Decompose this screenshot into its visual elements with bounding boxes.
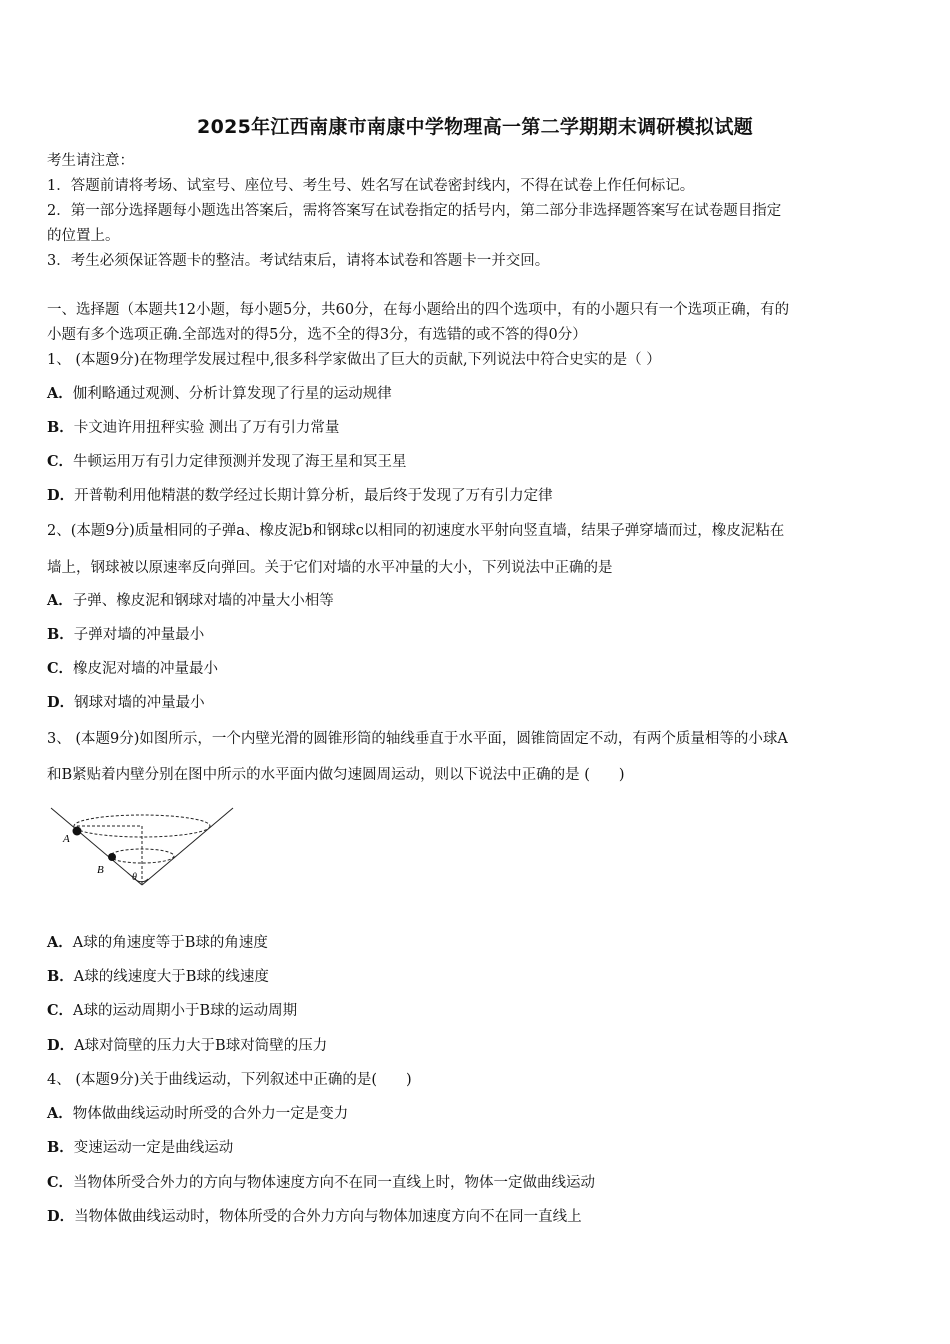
- option-text: 伽利略通过观测、分析计算发现了行星的运动规律: [72, 386, 392, 402]
- option-text: 当物体所受合外力的方向与物体速度方向不在同一直线上时，物体一定做曲线运动: [73, 1175, 596, 1191]
- option-text: 橡皮泥对墙的冲量最小: [73, 661, 219, 677]
- question-1-stem: 1、 (本题9分)在物理学发展过程中,很多科学家做出了巨大的贡献,下列说法中符合史实的是（ ）: [47, 352, 661, 368]
- option-label: A．: [47, 385, 73, 402]
- notice-heading: 考生请注意：: [47, 153, 134, 169]
- option-label: C．: [47, 1174, 74, 1191]
- question-4-option-d: [47, 1207, 907, 1227]
- question-3-option-a: [47, 933, 907, 953]
- label-a: A: [63, 833, 70, 845]
- notice-item: 的位置上。: [47, 228, 120, 244]
- option-label: D．: [47, 694, 75, 711]
- option-label: A．: [47, 934, 73, 951]
- question-4-option-a: [47, 1104, 907, 1124]
- question-3-stem-cont: 和B紧贴着内壁分别在图中所示的水平面内做匀速圆周运动，则以下说法中正确的是 ( ): [47, 767, 625, 783]
- option-text: 卡文迪许用扭秤实验 测出了万有引力常量: [73, 420, 340, 436]
- option-text: 子弹对墙的冲量最小: [73, 627, 205, 643]
- question-3-option-c: [47, 1001, 907, 1021]
- label-theta: θ: [132, 872, 137, 883]
- option-text: A球对筒壁的压力大于B球对筒壁的压力: [74, 1038, 328, 1054]
- option-text: 牛顿运用万有引力定律预测并发现了海王星和冥王星: [73, 454, 407, 470]
- question-3-option-b: [47, 967, 907, 987]
- option-text: 钢球对墙的冲量最小: [74, 695, 205, 711]
- question-3-stem: 3、 (本题9分)如图所示，一个内壁光滑的圆锥形筒的轴线垂直于水平面，圆锥筒固定不动，有两个质量相等的小球A: [47, 731, 788, 747]
- section-heading-cont: 小题有多个选项正确.全部选对的得5分，选不全的得3分，有选错的或不答的得0分）: [47, 327, 587, 343]
- option-label: C．: [47, 660, 74, 677]
- option-label: B．: [47, 419, 74, 436]
- ball-b: [108, 853, 116, 861]
- option-text: 子弹、橡皮泥和钢球对墙的冲量大小相等: [72, 593, 334, 609]
- option-text: A球的线速度大于B球的线速度: [73, 969, 269, 985]
- option-label: A．: [47, 1105, 73, 1122]
- option-text: 开普勒利用他精湛的数学经过长期计算分析，最后终于发现了万有引力定律: [74, 488, 553, 504]
- question-4-option-c: [47, 1173, 907, 1193]
- option-text: A球的运动周期小于B球的运动周期: [73, 1003, 298, 1019]
- option-label: C．: [47, 453, 74, 470]
- option-text: 变速运动一定是曲线运动: [73, 1140, 234, 1156]
- question-3-option-d: [47, 1036, 907, 1056]
- question-1-option-d: [47, 486, 907, 506]
- question-2-stem: 2、(本题9分)质量相同的子弹a、橡皮泥b和钢球c以相同的初速度水平射向竖直墙，结果子弹穿墙而过，橡皮泥粘在: [47, 523, 785, 539]
- question-2-option-d: [47, 693, 907, 713]
- question-4-option-b: [47, 1138, 907, 1158]
- option-text: 物体做曲线运动时所受的合外力一定是变力: [72, 1106, 349, 1122]
- option-label: A．: [47, 592, 73, 609]
- notice-item: 3．考生必须保证答题卡的整洁。考试结束后，请将本试卷和答题卡一并交回。: [47, 253, 550, 269]
- section-heading: 一、选择题（本题共12小题，每小题5分，共60分，在每小题给出的四个选项中，有的小题只有一个选项正确，有的: [47, 302, 790, 318]
- notice-item: 1．答题前请将考场、试室号、座位号、考生号、姓名写在试卷密封线内，不得在试卷上作任何标记。: [47, 178, 695, 194]
- question-2-option-a: [47, 591, 907, 611]
- option-label: D．: [47, 1208, 75, 1225]
- option-label: D．: [47, 1037, 75, 1054]
- option-text: A球的角速度等于B球的角速度: [72, 935, 268, 951]
- option-label: D．: [47, 487, 75, 504]
- option-label: B．: [47, 968, 74, 985]
- label-b: B: [97, 864, 104, 876]
- question-2-option-b: [47, 625, 907, 645]
- option-label: B．: [47, 626, 74, 643]
- cone-right-wall: [142, 808, 233, 885]
- notice-item: 2．第一部分选择题每小题选出答案后，需将答案写在试卷指定的括号内，第二部分非选择题答案写在试卷题目指定: [47, 203, 782, 219]
- cone-diagram: [47, 800, 237, 895]
- question-4-stem: 4、 (本题9分)关于曲线运动，下列叙述中正确的是( ): [47, 1072, 412, 1088]
- page-title: 2025年江西南康市南康中学物理高一第二学期期末调研模拟试题: [197, 116, 753, 138]
- option-text: 当物体做曲线运动时，物体所受的合外力方向与物体加速度方向不在同一直线上: [74, 1209, 582, 1225]
- question-1-option-c: [47, 452, 907, 472]
- option-label: B．: [47, 1139, 74, 1156]
- option-label: C．: [47, 1002, 74, 1019]
- question-1-option-b: [47, 418, 907, 438]
- ball-a: [73, 827, 82, 836]
- question-2-option-c: [47, 659, 907, 679]
- question-2-stem-cont: 墙上，钢球被以原速率反向弹回。关于它们对墙的水平冲量的大小，下列说法中正确的是: [47, 560, 613, 576]
- question-1-option-a: [47, 384, 907, 404]
